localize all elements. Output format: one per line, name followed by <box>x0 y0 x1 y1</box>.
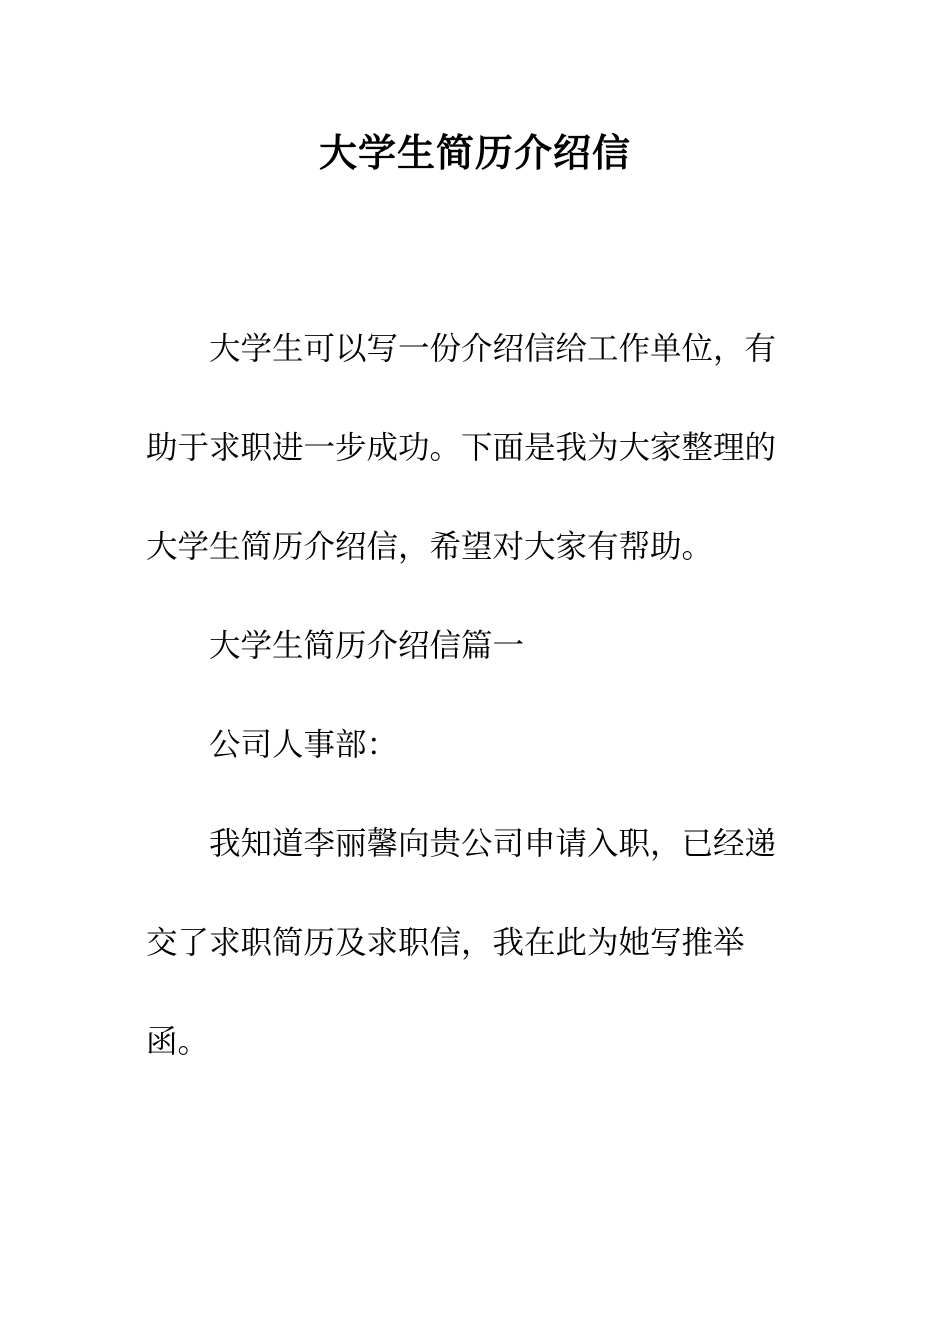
section-heading: 大学生简历介绍信篇一 <box>209 628 525 664</box>
letter-paragraph: 我知道李丽馨向贵公司申请入职，已经递交了求职简历及求职信，我在此为她写推举函。 <box>146 826 777 1060</box>
salutation: 公司人事部： <box>209 727 399 763</box>
intro-paragraph: 大学生可以写一份介绍信给工作单位，有助于求职进一步成功。下面是我为大家整理的大学生简历介绍信，希望对大家有帮助。 <box>146 331 777 565</box>
document-body <box>146 300 796 1092</box>
document-title: 大学生简历介绍信 <box>318 130 631 175</box>
